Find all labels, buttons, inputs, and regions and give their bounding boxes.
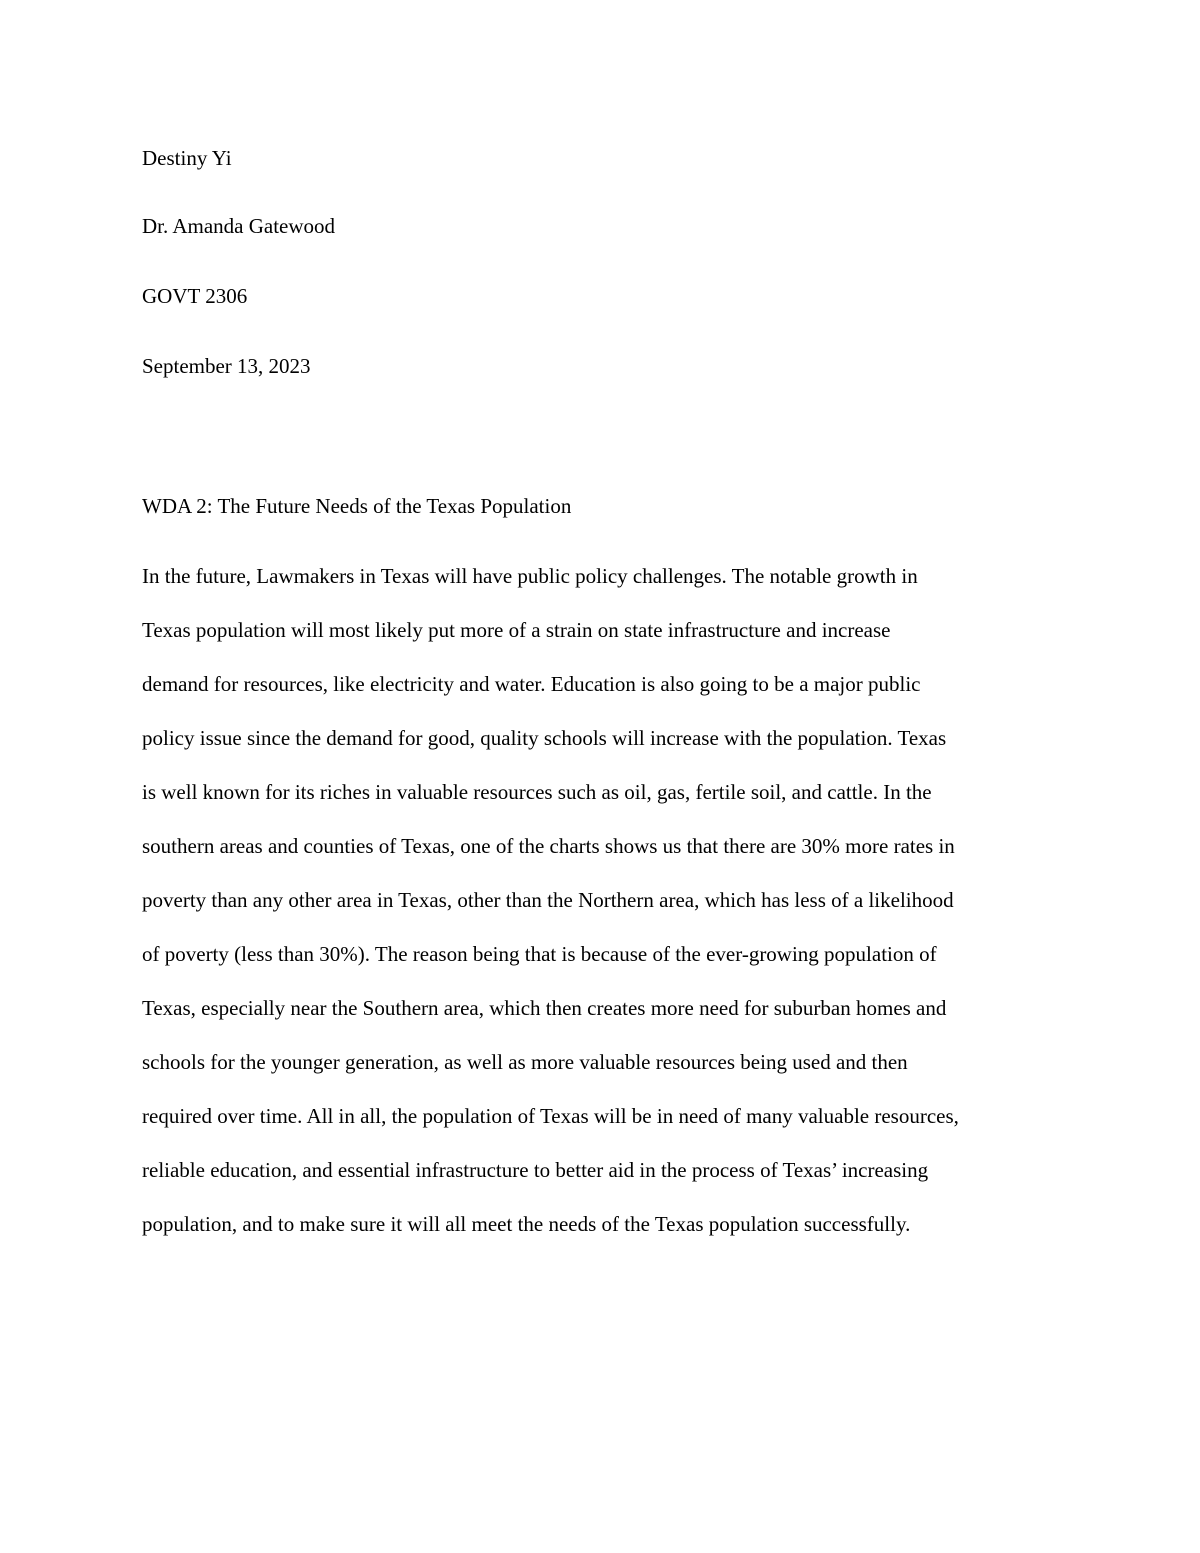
paragraph-line: In the future, Lawmakers in Texas will have public policy challenges. The notable growth in [142, 564, 918, 588]
author-name: Destiny Yi [142, 146, 232, 170]
paragraph-line: demand for resources, like electricity and water. Education is also going to be a major public [142, 672, 921, 696]
paragraph-line: Texas, especially near the Southern area, which then creates more need for suburban homes and [142, 996, 947, 1020]
paragraph-line: population, and to make sure it will all meet the needs of the Texas population successfully. [142, 1212, 911, 1236]
paragraph-line: required over time. All in all, the population of Texas will be in need of many valuable resources, [142, 1104, 959, 1128]
paragraph-line: of poverty (less than 30%). The reason being that is because of the ever-growing population of [142, 942, 937, 966]
paragraph-line: poverty than any other area in Texas, other than the Northern area, which has less of a likelihood [142, 888, 954, 912]
paragraph-line: schools for the younger generation, as well as more valuable resources being used and then [142, 1050, 908, 1074]
course-code: GOVT 2306 [142, 284, 248, 308]
paragraph-line: reliable education, and essential infrastructure to better aid in the process of Texas’ increasing [142, 1158, 929, 1182]
body-paragraph [142, 562, 1072, 1264]
instructor-name: Dr. Amanda Gatewood [142, 214, 336, 238]
paragraph-line: southern areas and counties of Texas, one of the charts shows us that there are 30% more rates in [142, 834, 955, 858]
paragraph-line: Texas population will most likely put more of a strain on state infrastructure and increase [142, 618, 891, 642]
document-title: WDA 2: The Future Needs of the Texas Population [142, 494, 572, 518]
paragraph-line: policy issue since the demand for good, quality schools will increase with the population. Texas [142, 726, 947, 750]
paragraph-line: is well known for its riches in valuable resources such as oil, gas, fertile soil, and cattle. In the [142, 780, 932, 804]
document-date: September 13, 2023 [142, 354, 311, 378]
